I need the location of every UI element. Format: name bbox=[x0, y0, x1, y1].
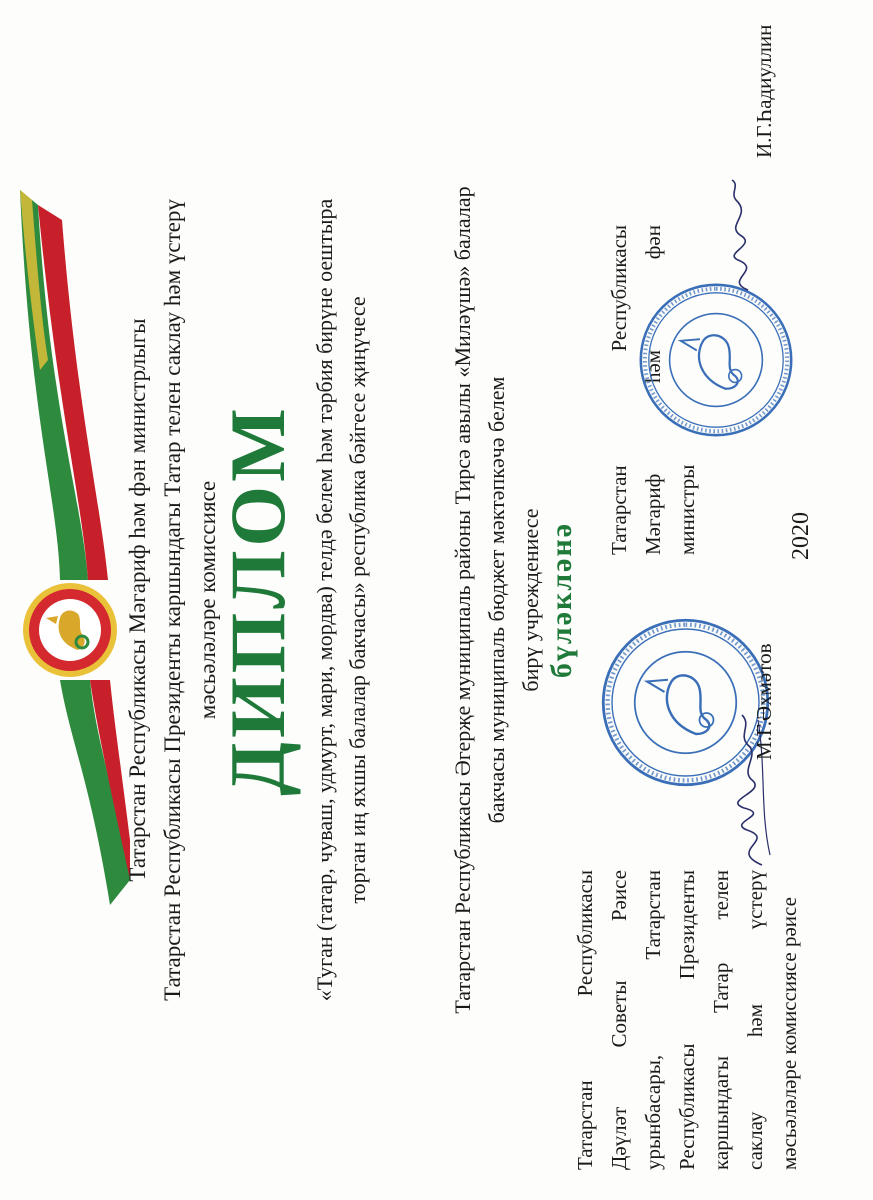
header-ministry-line: Татарстан Республикасы Мәгариф һәм фән министрлыгы bbox=[125, 318, 150, 882]
word: һәм bbox=[641, 349, 665, 384]
word: Республикасы bbox=[607, 225, 631, 352]
word: Татарстан bbox=[573, 1080, 597, 1170]
word: фән bbox=[641, 225, 665, 260]
signatory-left-row bbox=[772, 870, 806, 1170]
right-handwritten-signature-icon bbox=[718, 175, 768, 295]
signatory-left-name: М.Г.Әхмәтов bbox=[752, 643, 776, 760]
recipient-line-3: бирү учреждениесе bbox=[518, 508, 543, 692]
word: саклау bbox=[743, 1111, 767, 1170]
signatory-left-row bbox=[602, 870, 636, 1170]
word: һәм bbox=[743, 1003, 767, 1038]
word: Татарстан bbox=[607, 465, 631, 555]
diploma-title: ДИПЛОМ bbox=[214, 404, 301, 796]
word: Советы bbox=[607, 980, 631, 1048]
word: телен bbox=[709, 870, 733, 920]
word: мәсьәләләре комиссиясе рәисе bbox=[777, 897, 801, 1170]
signatory-left-row bbox=[670, 870, 704, 1170]
signatory-left-row bbox=[738, 870, 772, 1170]
nomination-line-2: торган иң яхшы балалар бакчасы» республика бәйгесе җиңүчесе bbox=[345, 296, 370, 904]
word: Республикасы bbox=[573, 870, 597, 997]
signatory-left-title bbox=[568, 870, 806, 1170]
recipient-line-1: Татарстан Республикасы Әгерҗе муниципаль районы Тирсә авылы «Миләүшә» балалар bbox=[450, 186, 475, 1014]
word: үстерү bbox=[743, 870, 767, 930]
nomination-line-1: «Туган (татар, чуваш, удмурт, мари, мордва) телдә белем һәм тәрбия бирүне оештыра bbox=[312, 198, 337, 1002]
right-official-seal-icon bbox=[636, 280, 796, 440]
word: каршындагы bbox=[709, 1056, 733, 1170]
signatory-left-row bbox=[636, 870, 670, 1170]
tatarstan-emblem-icon bbox=[20, 580, 120, 680]
signatory-left-row bbox=[704, 870, 738, 1170]
signatory-left-row bbox=[568, 870, 602, 1170]
word: Мәгариф bbox=[641, 473, 665, 555]
header-commission-line-2: мәсьәләләре комиссиясе bbox=[195, 480, 220, 720]
word: Дәүләт bbox=[607, 1106, 631, 1170]
word: Рәисе bbox=[607, 870, 631, 922]
award-word: бүләкләнә bbox=[545, 521, 578, 679]
signatory-right-name: И.Г.Һадиуллин bbox=[752, 24, 776, 158]
word: урынбасары, bbox=[641, 1054, 665, 1170]
word: Татарстан bbox=[641, 870, 665, 960]
header-commission-line: Татарстан Республикасы Президенты каршындагы Татар телен саклау һәм үстерү bbox=[160, 199, 185, 1001]
word: Республикасы bbox=[675, 1043, 699, 1170]
word: министры bbox=[675, 464, 699, 555]
word: Президенты bbox=[675, 870, 699, 980]
word: Татар bbox=[709, 962, 733, 1013]
recipient-line-2: бакчасы муниципаль бюджет мәктәпкәчә белем bbox=[484, 376, 509, 824]
signatory-right-row bbox=[602, 225, 636, 555]
diploma-year: 2020 bbox=[788, 512, 814, 560]
